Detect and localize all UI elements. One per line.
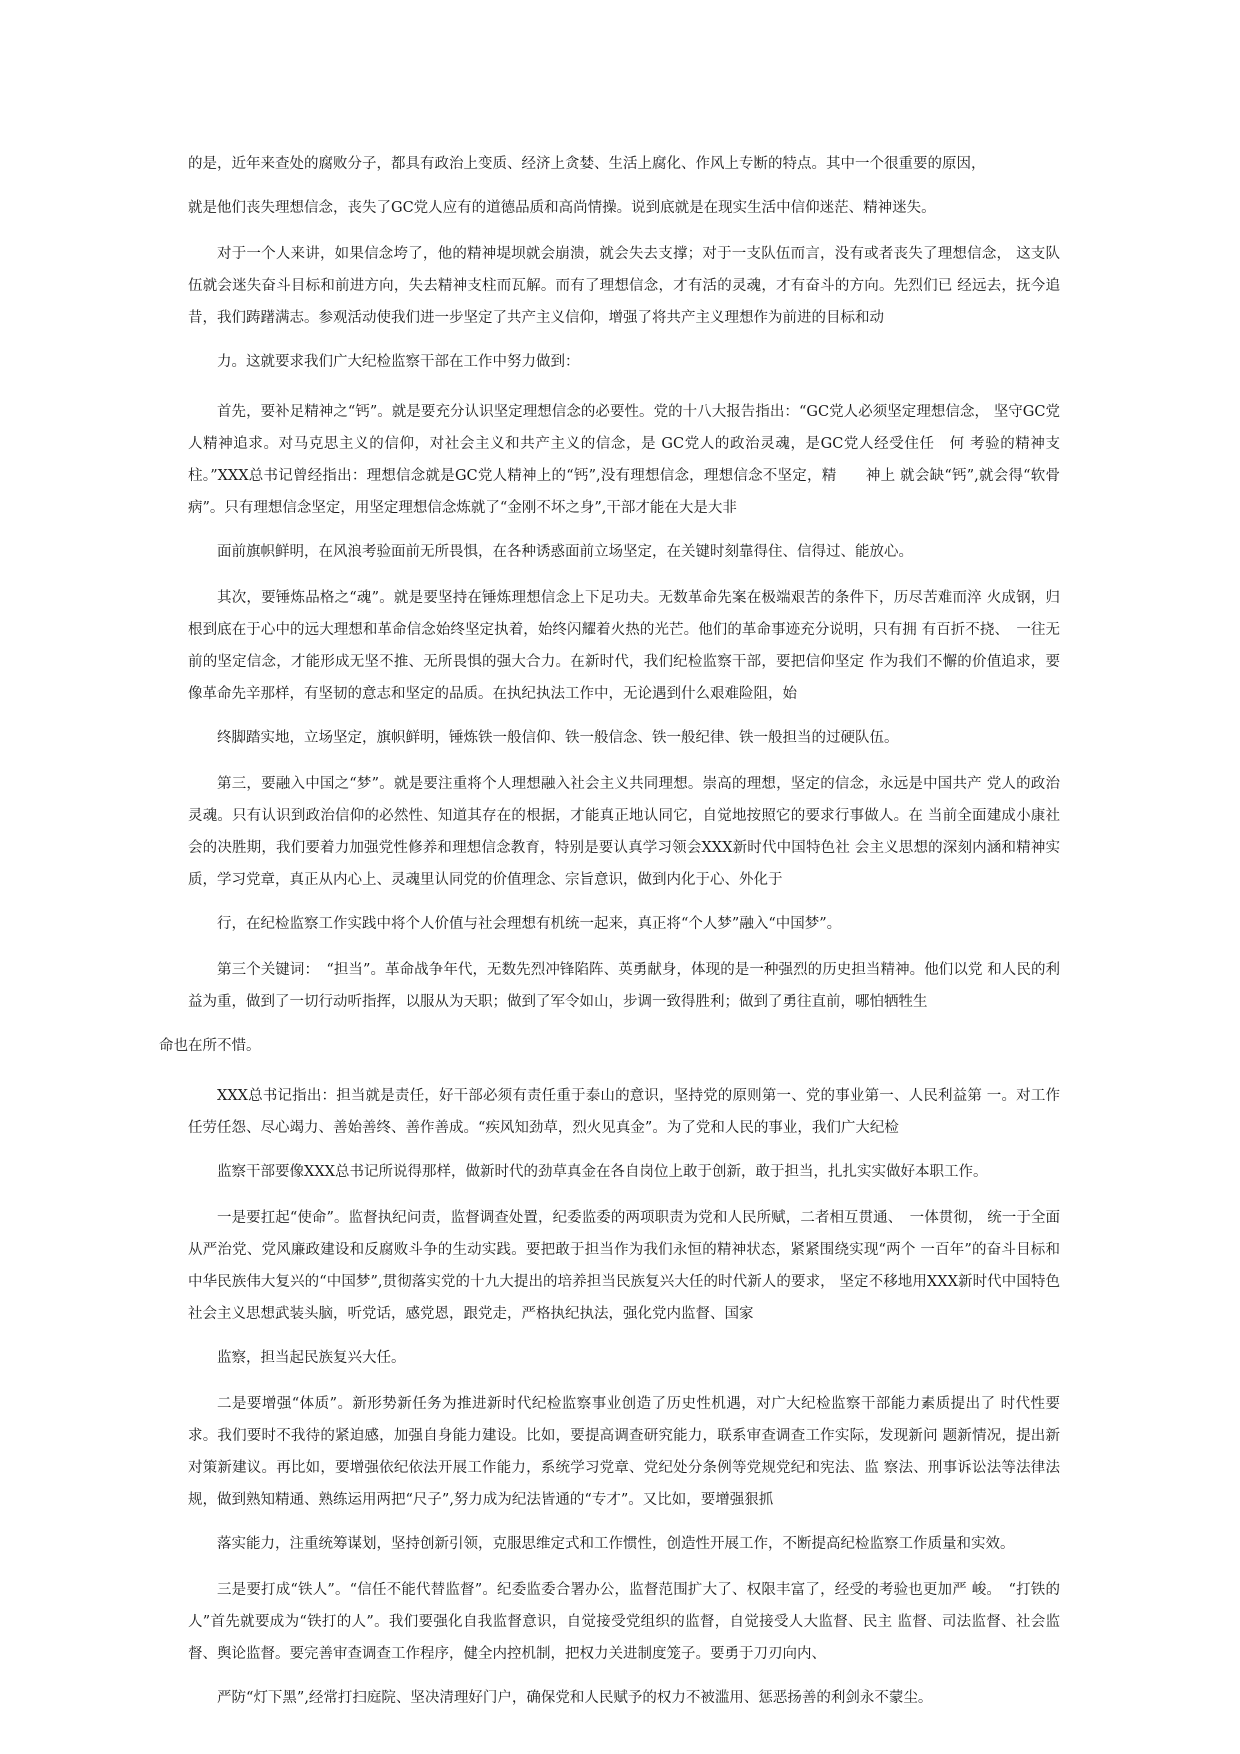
text-line: 三是要打成“铁人”。“信任不能代替监督”。纪委监委合署办公，监督范围扩大了、权限丰富了，经受的考验也更加严 bbox=[217, 1582, 967, 1598]
document-page bbox=[159, 148, 1061, 1714]
text-line: XXX总书记指出：担当就是责任，好干部必须有责任重于泰山的意识，坚持党的原则第一、党的事业第一、人民利益第 bbox=[217, 1088, 982, 1104]
text-line: 力。这就要求我们广大纪检监察干部在工作中努力做到： bbox=[217, 354, 580, 370]
text-line: 第三个关键词： “担当”。革命战争年代，无数先烈冲锋陷阵、英勇献身，体现的是一种强烈的历史担当精神。他们以党 bbox=[217, 962, 983, 978]
paragraph-7 bbox=[188, 1080, 1060, 1188]
text-line: 作为我们不懈的价值追求，要像革命先辛那样，有坚韧的意志和坚定的品质。在执纪执法工作中，无论遇到什么艰难险阻，始 bbox=[188, 654, 1061, 702]
paragraph-5 bbox=[188, 768, 1060, 940]
text-line: 这支队伍就会迷失奋斗目标和前进方向，失去精神支柱而瓦解。而有了理想信念，才有活的灵魂，才有奋斗的方向。先烈们已 bbox=[188, 246, 1061, 294]
text-line: 监察，担当起民族复兴大任。 bbox=[217, 1350, 406, 1366]
text-line: 二是要增强“体质”。新形势新任务为推进新时代纪检监察事业创造了历史性机遇，对广大纪检监察干部能力素质提出了 bbox=[217, 1396, 996, 1412]
paragraph-6 bbox=[159, 954, 1061, 1062]
text-line: 就是他们丧失理想信念，丧失了GC党人应有的道德品质和高尚情操。说到底就是在现实生活中信仰迷茫、精神迷失。 bbox=[188, 200, 936, 216]
text-line: 终脚踏实地，立场坚定，旗帜鲜明，锤炼铁一般信仰、铁一般信念、铁一般纪律、铁一般担当的过硬队伍。 bbox=[217, 730, 899, 746]
text-line: 火成钢，归根到底在于心中的远大理想和革命信念始终坚定执着，始终闪耀着火热的光芒。他们的革命事迹充分说明，只有拥 bbox=[188, 590, 1061, 638]
text-line: 严防“灯下黑”,经常打扫庭院、坚决清理好门户，确保党和人民赋予的权力不被滥用、惩恶扬善的利剑永不蒙尘。 bbox=[217, 1690, 933, 1706]
text-line: 面前旗帜鲜明，在风浪考验面前无所畏惧，在各种诱惑面前立场坚定，在关键时刻靠得住、信得过、能放心。 bbox=[217, 544, 913, 560]
paragraph-3 bbox=[188, 396, 1060, 568]
text-line: 的是，近年来查处的腐败分子，都具有政治上变质、经济上贪婪、生活上腐化、作风上专断的特点。其中一个很重要的原因， bbox=[188, 156, 986, 172]
text-line: 峻。 “打铁的人”首先就要成为“铁打的人”。我们要强化自我监督意识，自觉接受党组织的监督，自觉接受人大监督、民主 bbox=[188, 1582, 1060, 1630]
text-line: 题新情况，提出新对策新建议。再比如，要增强依纪依法开展工作能力，系统学习党章、党纪处分条例等党规党纪和宪法、监 bbox=[188, 1428, 1061, 1476]
text-line: 行，在纪检监察工作实践中将个人价值与社会理想有机统一起来，真正将“个人梦”融入“中国梦”。 bbox=[217, 916, 842, 932]
text-line: 坚守GC党人精神追求。对马克思主义的信仰，对社会主义和共产主义的信念，是 GC党人的政治灵魂，是GC党人经受住任 何 bbox=[188, 404, 1061, 452]
text-line: 时代性要求。我们要时不我待的紧迫感，加强自身能力建设。比如，要提高调查研究能力，联系审查调查工作实际，发现新问 bbox=[188, 1396, 1061, 1444]
paragraph-9 bbox=[188, 1388, 1060, 1560]
text-line: 党人的政治灵魂。只有认识到政治信仰的必然性、知道其存在的根据，才能真正地认同它，自觉地按照它的要求行事做人。在 bbox=[188, 776, 1061, 824]
text-line: 当前全面建成小康社会的决胜期，我们要着力加强党性修养和理想信念教育，特别是要认真学习领会XXX新时代中国特色社 bbox=[188, 808, 1061, 856]
text-line: 坚定不移地用XXX新时代中国特色社会主义思想武装头脑，听党话，感党恩，跟党走，严格执纪执法，强化党内监督、国家 bbox=[188, 1274, 1061, 1322]
text-line: 落实能力，注重统筹谋划，坚持创新引领，克服思维定式和工作惯性，创造性开展工作，不断提高纪检监察工作质量和实效。 bbox=[217, 1536, 1015, 1552]
text-line: 一是要扛起“使命”。监督执纪问责，监督调查处置，纪委监委的两项职责为党和人民所赋，二者相互贯通、 一体贯彻， bbox=[217, 1210, 983, 1226]
text-line: 考验的精神支柱。”XXX总书记曾经指出：理想信念就是GC党人精神上的“钙”,没有理想信念，理想信念不坚定，精 神上 bbox=[188, 436, 1061, 484]
text-line: 对于一个人来讲，如果信念垮了，他的精神堤坝就会崩溃，就会失去支撑；对于一支队伍而言，没有或者丧失了理想信念， bbox=[217, 246, 1012, 262]
text-line: 监察干部要像XXX总书记所说得那样，做新时代的劲草真金在各自岗位上敢于创新，敢于担当，扎扎实实做好本职工作。 bbox=[217, 1164, 988, 1180]
text-line: 和人民的利益为重，做到了一切行动听指挥，以服从为天职；做到了军令如山，步调一致得胜利；做到了勇往直前，哪怕牺牲生 bbox=[188, 962, 1061, 1010]
text-line: 其次，要锤炼品格之“魂”。就是要坚持在锤炼理想信念上下足功夫。无数革命先案在极端艰苦的条件下，历尽苦难而淬 bbox=[217, 590, 982, 606]
text-line: 察法、刑事诉讼法等法律法规，做到熟知精通、熟练运用两把“尺子”,努力成为纪法皆通的“专才”。又比如，要增强狠抓 bbox=[188, 1460, 1060, 1508]
text-line: 监督、司法监督、社会监督、舆论监督。要完善审查调查工作程序，健全内控机制，把权力关进制度笼子。要勇于刀刃向内、 bbox=[188, 1614, 1061, 1662]
text-line: 首先，要补足精神之“钙”。就是要充分认识坚定理想信念的必要性。党的十八大报告指出：“GC党人必须坚定理想信念， bbox=[217, 404, 990, 420]
paragraph-4 bbox=[188, 582, 1060, 754]
text-line: 一百年”的奋斗目标和中华民族伟大复兴的“中国梦”,贯彻落实党的十九大提出的培养担当民族复兴大任的时代新人的要求， bbox=[188, 1242, 1060, 1290]
paragraph-8 bbox=[188, 1202, 1060, 1374]
text-line: 会主义思想的深刻内涵和精神实质，学习党章，真正从内心上、灵魂里认同党的价值理念、宗旨意识，做到内化于心、外化于 bbox=[188, 840, 1061, 888]
text-line: 有百折不挠、 一往无前的坚定信念，才能形成无坚不推、无所畏惧的强大合力。在新时代，我们纪检监察干部，要把信仰坚定 bbox=[188, 622, 1061, 670]
text-line: 第三，要融入中国之“梦”。就是要注重将个人理想融入社会主义共同理想。崇高的理想，坚定的信念，永远是中国共产 bbox=[217, 776, 982, 792]
paragraph-2 bbox=[188, 238, 1060, 378]
paragraph-10 bbox=[188, 1574, 1060, 1714]
text-line: 经远去，抚今追昔，我们踌躇满志。参观活动使我们进一步坚定了共产主义信仰，增强了将共产主义理想作为前进的目标和动 bbox=[188, 278, 1061, 326]
paragraph-1 bbox=[188, 148, 1060, 224]
text-line: 一。对工作任劳任怨、尽心竭力、善始善终、善作善成。“疾风知劲草，烈火见真金”。为了党和人民的事业，我们广大纪检 bbox=[188, 1088, 1061, 1136]
text-line: 统一于全面从严治党、党风廉政建设和反腐败斗争的生动实践。要把敢于担当作为我们永恒的精神状态，紧紧围绕实现“两个 bbox=[188, 1210, 1061, 1258]
text-line: 就会缺“钙”,就会得“软骨病”。只有理想信念坚定，用坚定理想信念炼就了“金刚不坏之身”,干部才能在大是大非 bbox=[188, 468, 1060, 516]
text-line: 命也在所不惜。 bbox=[159, 1038, 261, 1054]
